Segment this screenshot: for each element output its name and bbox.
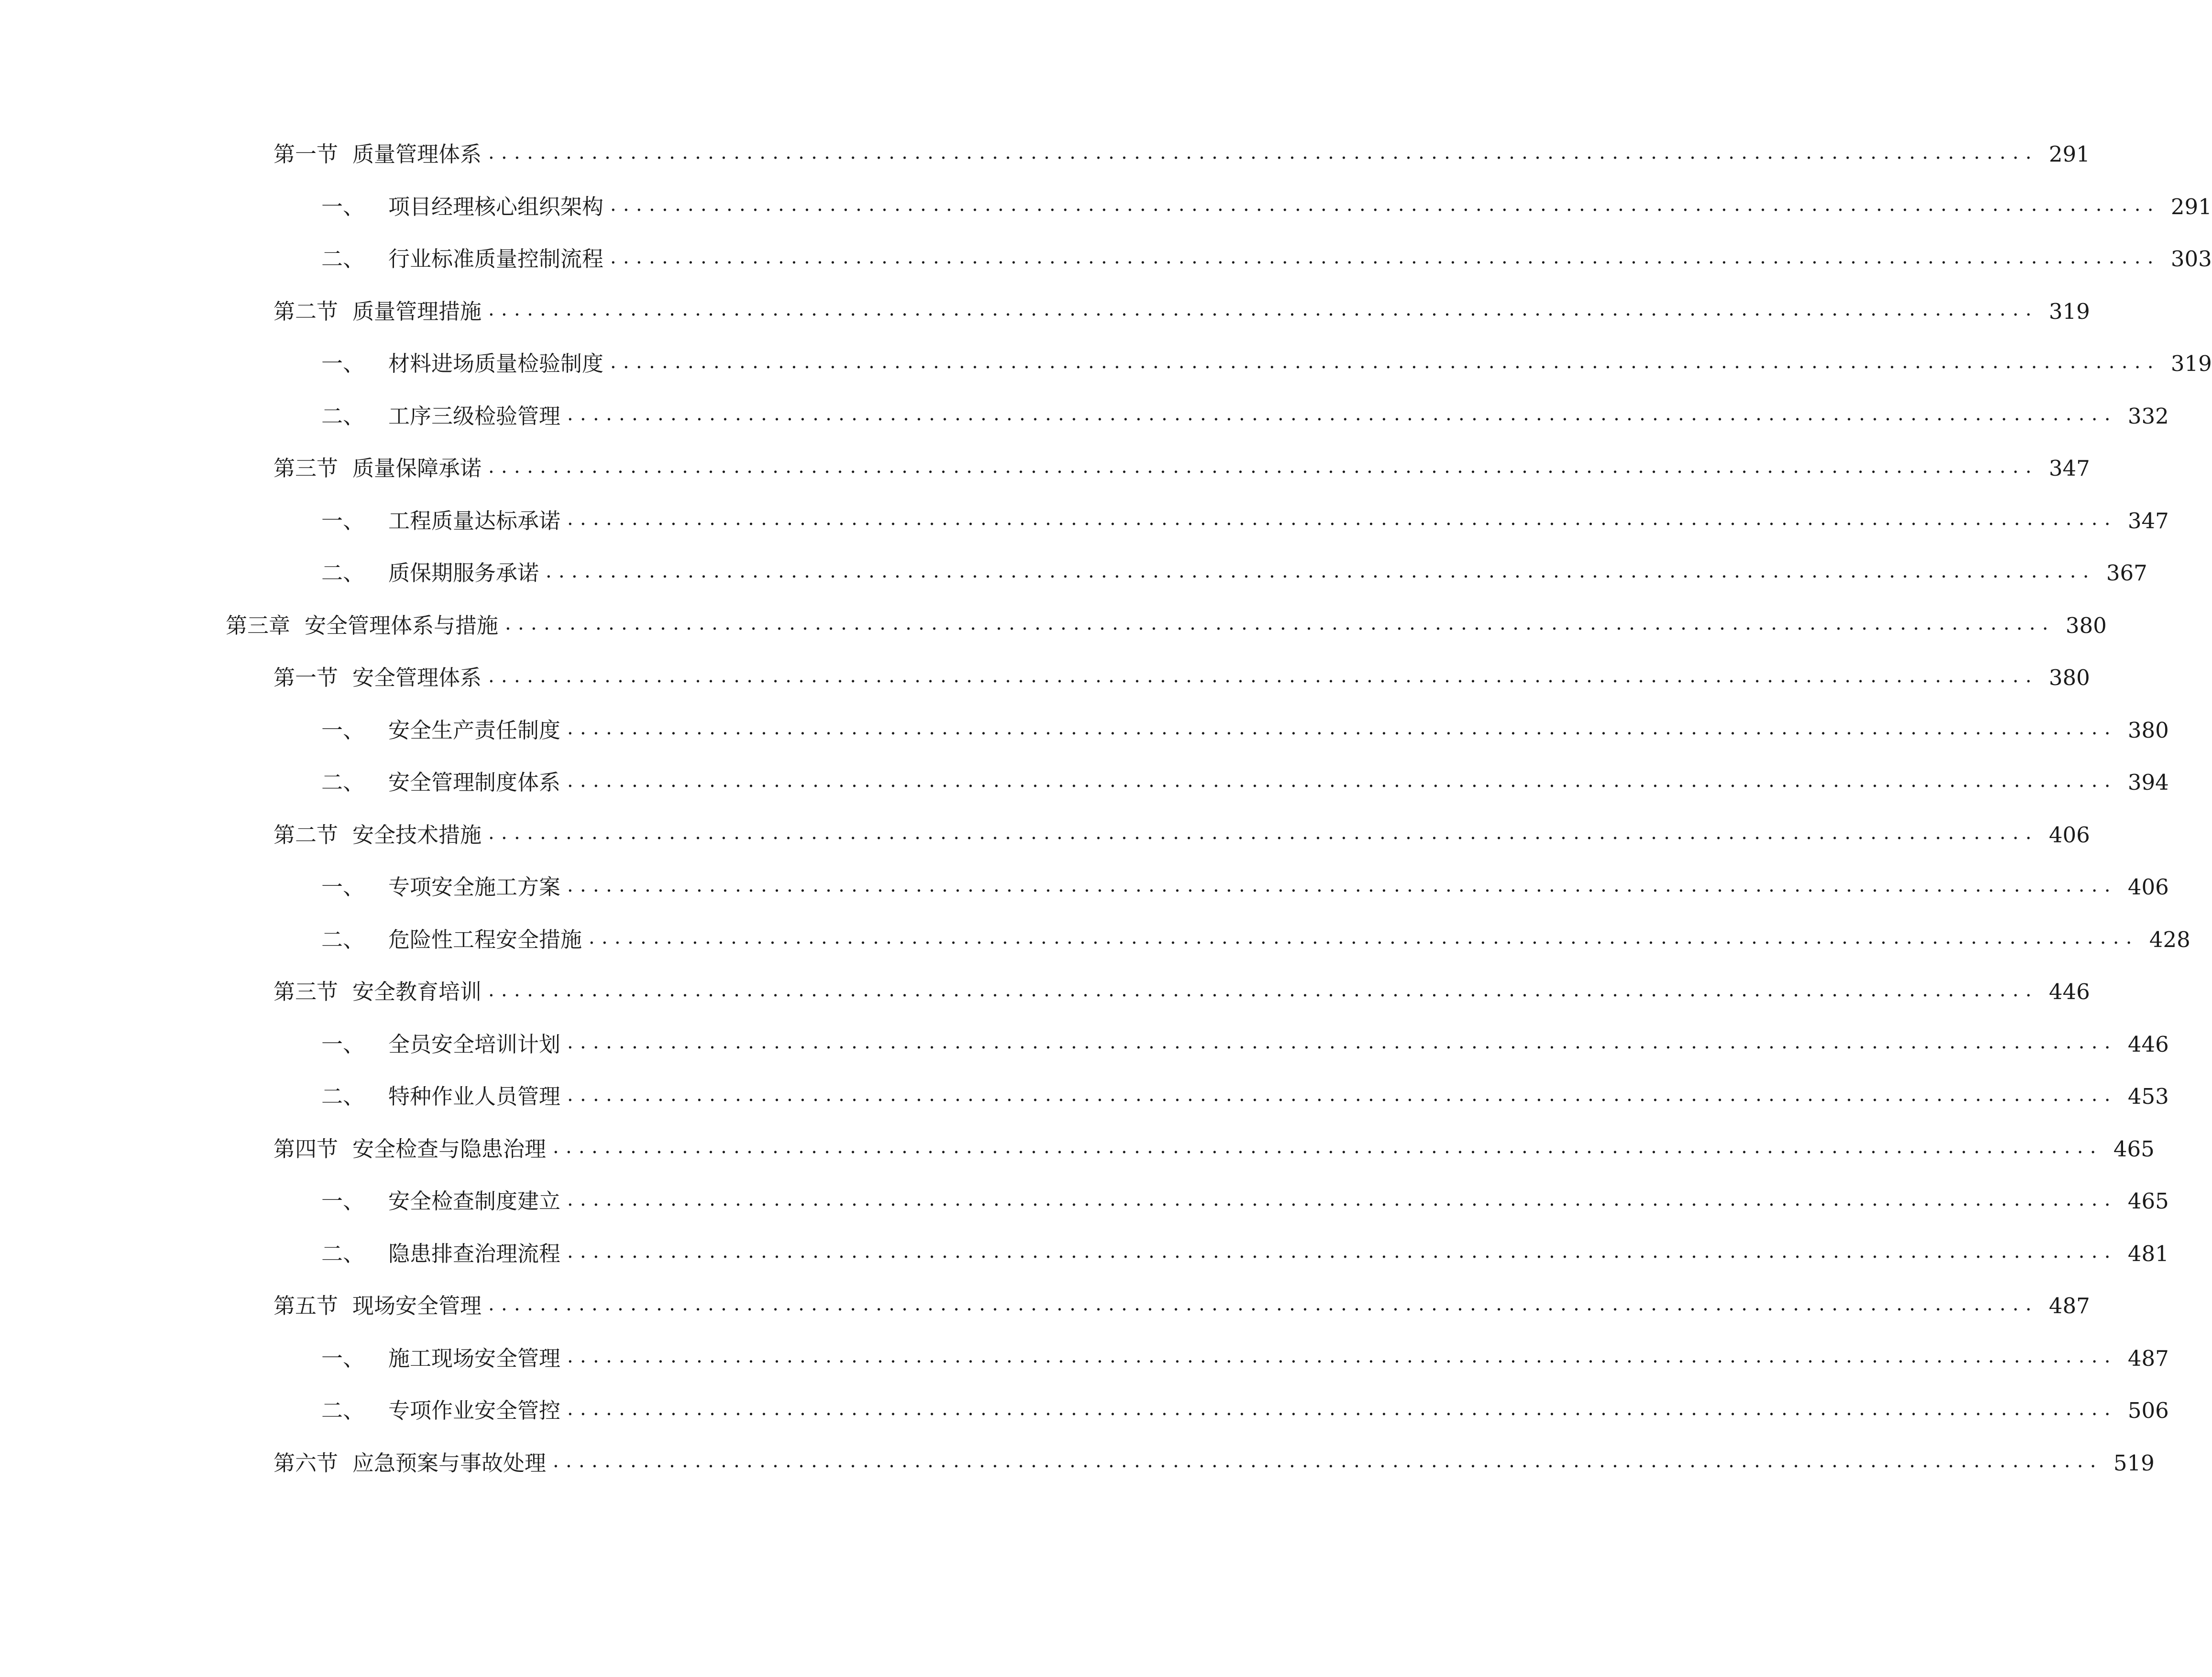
toc-entry[interactable]: [0, 652, 2090, 704]
dot-leader: ........................................................................................................................: [610, 350, 2160, 373]
dot-leader: ........................................................................................................................: [488, 979, 2038, 1001]
dot-leader: ........................................................................................................................: [589, 926, 2139, 949]
toc-entry-page-number: 380: [2127, 717, 2169, 743]
toc-entry-page-number: 347: [2048, 456, 2090, 481]
toc-entry-page-number: 394: [2127, 770, 2169, 795]
toc-entry-number: 二、: [321, 1241, 365, 1266]
dot-leader: ........................................................................................................................: [567, 1397, 2117, 1420]
toc-entry-page-number: 303: [2170, 246, 2212, 272]
dot-leader: ........................................................................................................................: [546, 560, 2096, 582]
toc-entry-number: 一、: [321, 1031, 365, 1057]
dot-leader: ........................................................................................................................: [567, 508, 2117, 530]
toc-entry-page-number: 453: [2127, 1084, 2169, 1110]
dot-leader: ........................................................................................................................: [567, 717, 2117, 740]
toc-entry[interactable]: [0, 547, 2147, 599]
toc-entry-title: 质量保障承诺: [352, 456, 482, 481]
toc-entry-title: 质量管理措施: [352, 298, 482, 324]
toc-entry-page-number: 446: [2127, 1031, 2169, 1057]
toc-entry-number: 第三章: [226, 612, 291, 638]
dot-leader: ........................................................................................................................: [488, 298, 2038, 321]
toc-entry-page-number: 347: [2127, 508, 2169, 534]
toc-entry-page-number: 519: [2113, 1450, 2155, 1476]
toc-entry-title: 专项作业安全管控: [388, 1398, 561, 1424]
toc-entry-page-number: 428: [2149, 926, 2190, 952]
toc-entry[interactable]: [0, 1175, 2169, 1228]
toc-entry-number: 二、: [321, 1398, 365, 1424]
toc-entry-title: 安全教育培训: [352, 979, 482, 1005]
toc-entry-number: 第一节: [274, 142, 339, 167]
toc-entry[interactable]: [0, 1332, 2169, 1385]
table-of-contents: [0, 128, 2212, 1489]
toc-entry-page-number: 291: [2048, 142, 2090, 167]
toc-entry-page-number: 319: [2048, 298, 2090, 324]
toc-entry[interactable]: [0, 495, 2169, 547]
dot-leader: ........................................................................................................................: [488, 1293, 2038, 1315]
toc-entry-number: 一、: [321, 1345, 365, 1371]
toc-entry-title: 专项安全施工方案: [388, 874, 561, 900]
toc-entry-title: 隐患排查治理流程: [388, 1241, 561, 1266]
toc-entry-number: 二、: [321, 926, 365, 952]
dot-leader: ........................................................................................................................: [610, 194, 2160, 216]
toc-entry-page-number: 406: [2127, 874, 2169, 900]
toc-entry-page-number: 487: [2127, 1345, 2169, 1371]
toc-entry-page-number: 406: [2048, 822, 2090, 848]
toc-entry[interactable]: [0, 914, 2190, 966]
toc-entry-title: 危险性工程安全措施: [388, 926, 582, 952]
toc-entry-number: 第五节: [274, 1293, 339, 1319]
toc-entry-page-number: 446: [2048, 979, 2090, 1005]
toc-entry-title: 安全检查制度建立: [388, 1188, 561, 1214]
toc-entry[interactable]: [0, 390, 2169, 443]
dot-leader: ........................................................................................................................: [553, 1136, 2103, 1158]
toc-entry-number: 第三节: [274, 456, 339, 481]
toc-entry-page-number: 291: [2170, 194, 2212, 219]
toc-entry-number: 二、: [321, 403, 365, 429]
toc-entry-title: 应急预案与事故处理: [352, 1450, 547, 1476]
toc-entry[interactable]: [0, 1070, 2169, 1123]
toc-entry-number: 二、: [321, 770, 365, 795]
toc-entry[interactable]: [0, 809, 2090, 861]
toc-entry-page-number: 319: [2170, 351, 2212, 377]
toc-entry-title: 施工现场安全管理: [388, 1345, 561, 1371]
toc-entry-title: 安全技术措施: [352, 822, 482, 848]
dot-leader: ........................................................................................................................: [488, 822, 2038, 844]
toc-entry[interactable]: [0, 233, 2212, 285]
toc-entry[interactable]: [0, 128, 2090, 181]
toc-entry-title: 质量管理体系: [352, 142, 482, 167]
toc-entry-number: 一、: [321, 874, 365, 900]
toc-entry-page-number: 465: [2127, 1188, 2169, 1214]
toc-entry[interactable]: [0, 338, 2212, 390]
dot-leader: ........................................................................................................................: [553, 1450, 2103, 1472]
dot-leader: ........................................................................................................................: [488, 141, 2038, 163]
toc-entry-number: 一、: [321, 508, 365, 534]
toc-entry-title: 现场安全管理: [352, 1293, 482, 1319]
dot-leader: ........................................................................................................................: [567, 874, 2117, 896]
toc-entry[interactable]: [0, 1280, 2090, 1332]
toc-entry-title: 工程质量达标承诺: [388, 508, 561, 534]
toc-entry[interactable]: [0, 966, 2090, 1018]
toc-entry-title: 行业标准质量控制流程: [388, 246, 604, 272]
toc-entry-title: 安全管理制度体系: [388, 770, 561, 795]
toc-entry[interactable]: [0, 756, 2169, 809]
toc-entry-title: 材料进场质量检验制度: [388, 351, 604, 377]
toc-entry[interactable]: [0, 181, 2212, 233]
toc-entry[interactable]: [0, 861, 2169, 914]
dot-leader: ........................................................................................................................: [567, 403, 2117, 425]
toc-entry-page-number: 487: [2048, 1293, 2090, 1319]
toc-entry-title: 安全管理体系: [352, 665, 482, 691]
toc-entry[interactable]: [0, 285, 2090, 338]
toc-entry-page-number: 506: [2127, 1398, 2169, 1424]
dot-leader: ........................................................................................................................: [488, 664, 2038, 687]
toc-entry-number: 第三节: [274, 979, 339, 1005]
dot-leader: ........................................................................................................................: [567, 1188, 2117, 1210]
toc-entry-number: 一、: [321, 1188, 365, 1214]
toc-entry-number: 二、: [321, 560, 365, 586]
toc-entry-number: 一、: [321, 194, 365, 219]
toc-entry-title: 工序三级检验管理: [388, 403, 561, 429]
toc-entry-page-number: 481: [2127, 1241, 2169, 1266]
dot-leader: ........................................................................................................................: [505, 612, 2055, 635]
toc-entry[interactable]: [0, 704, 2169, 757]
toc-entry-number: 第二节: [274, 298, 339, 324]
toc-entry[interactable]: [0, 1384, 2169, 1437]
toc-entry-number: 一、: [321, 351, 365, 377]
toc-entry[interactable]: [0, 1018, 2169, 1071]
toc-entry-title: 安全生产责任制度: [388, 717, 561, 743]
dot-leader: ........................................................................................................................: [567, 1345, 2117, 1368]
dot-leader: ........................................................................................................................: [610, 246, 2160, 268]
dot-leader: ........................................................................................................................: [567, 1083, 2117, 1106]
toc-entry-number: 第六节: [274, 1450, 339, 1476]
dot-leader: ........................................................................................................................: [567, 1031, 2117, 1054]
toc-entry-title: 特种作业人员管理: [388, 1084, 561, 1110]
toc-entry-title: 安全管理体系与措施: [305, 612, 499, 638]
toc-entry-title: 质保期服务承诺: [388, 560, 539, 586]
toc-entry-title: 项目经理核心组织架构: [388, 194, 604, 219]
toc-entry-page-number: 380: [2048, 665, 2090, 691]
dot-leader: ........................................................................................................................: [567, 1241, 2117, 1263]
toc-entry[interactable]: [0, 1228, 2169, 1280]
toc-entry-number: 第四节: [274, 1136, 339, 1162]
dot-leader: ........................................................................................................................: [567, 769, 2117, 792]
toc-entry-number: 二、: [321, 246, 365, 272]
toc-entry-number: 二、: [321, 1084, 365, 1110]
toc-entry-page-number: 367: [2106, 560, 2147, 586]
toc-entry-number: 第二节: [274, 822, 339, 848]
dot-leader: ........................................................................................................................: [488, 455, 2038, 478]
toc-entry[interactable]: [0, 1123, 2155, 1176]
toc-entry[interactable]: [0, 442, 2090, 495]
toc-entry-page-number: 465: [2113, 1136, 2155, 1162]
toc-entry-title: 安全检查与隐患治理: [352, 1136, 547, 1162]
toc-entry-page-number: 380: [2065, 612, 2107, 638]
toc-entry-number: 第一节: [274, 665, 339, 691]
toc-entry[interactable]: [0, 1437, 2155, 1490]
toc-entry-number: 一、: [321, 717, 365, 743]
toc-entry-title: 全员安全培训计划: [388, 1031, 561, 1057]
toc-entry-page-number: 332: [2127, 403, 2169, 429]
toc-entry-chapter[interactable]: [0, 599, 2107, 652]
